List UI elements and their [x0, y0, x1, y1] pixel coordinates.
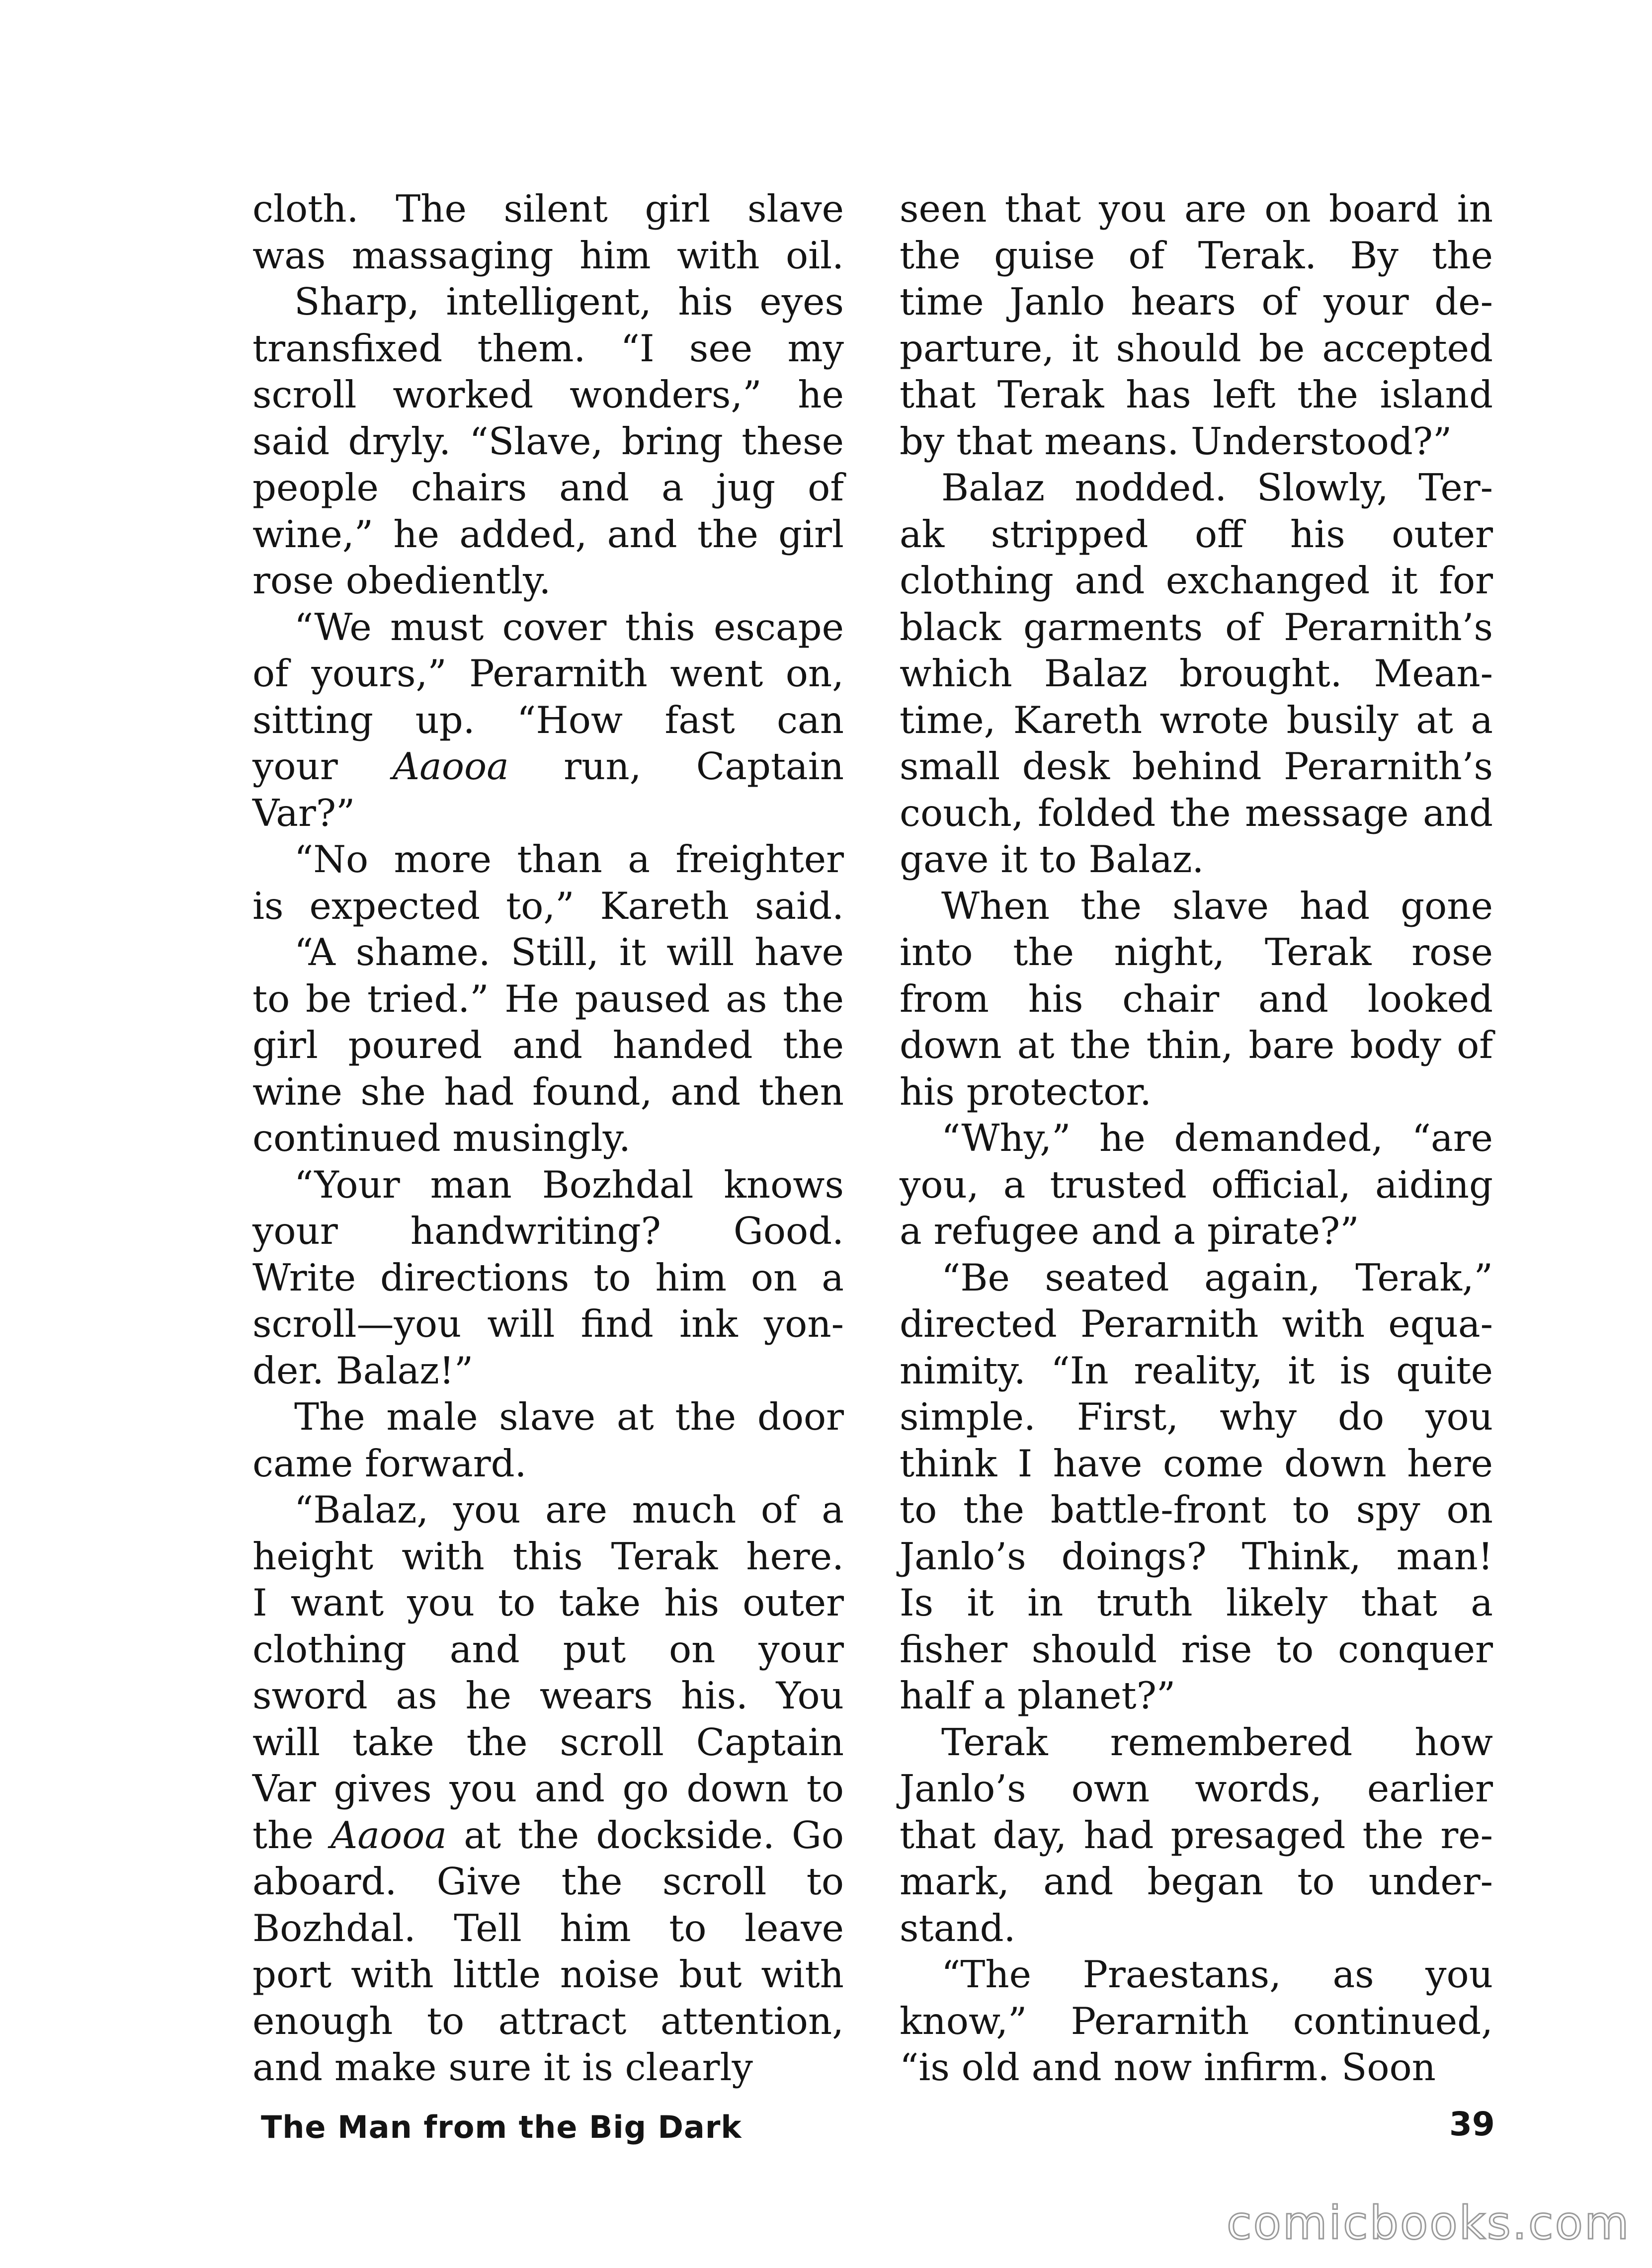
text-line: small desk behind Perarnith’s [900, 744, 1493, 788]
text-line: people chairs and a jug of [252, 466, 844, 509]
text-line: simple. First, why do you [900, 1395, 1493, 1439]
text-line: wine she had found, and then [252, 1069, 844, 1114]
text-line: know,” Perarnith continued, [900, 1999, 1493, 2043]
text-line: der. Balaz!” [252, 1348, 474, 1392]
text-line: Terak remembered how [941, 1720, 1493, 1764]
text-line: directed Perarnith with equa- [900, 1302, 1493, 1346]
text-line: height with this Terak here. [252, 1534, 844, 1578]
text-line: Write directions to him on a [252, 1255, 844, 1299]
text-line: and make sure it is clearly [252, 2045, 753, 2089]
text-line: said dryly. “Slave, bring these [252, 419, 844, 463]
text-line: I want you to take his outer [252, 1581, 844, 1624]
text-line: aboard. Give the scroll to [252, 1860, 844, 1903]
text-line: enough to attract attention, [252, 1999, 844, 2043]
text-line: seen that you are on board in [900, 187, 1493, 231]
text-line: wine,” he added, and the girl [252, 512, 844, 556]
running-footer-title: The Man from the Big Dark [261, 2109, 742, 2145]
text-line: fisher should rise to conquer [900, 1627, 1493, 1671]
text-line: black garments of Perarnith’s [900, 605, 1493, 649]
text-line: was massaging him with oil. [252, 233, 844, 277]
text-line: ak stripped off his outer [900, 512, 1493, 556]
text-line: to be tried.” He paused as the [252, 976, 844, 1021]
text-line: down at the thin, bare body of [900, 1023, 1493, 1067]
text-line: of yours,” Perarnith went on, [252, 651, 844, 695]
text-line: sword as he wears his. You [252, 1674, 844, 1717]
text-line: “We must cover this escape [294, 605, 844, 649]
text-line: Var?” [252, 791, 355, 835]
text-line: couch, folded the message and [900, 791, 1493, 835]
text-line: transfixed them. “I see my [252, 326, 844, 370]
text-line: “is old and now infirm. Soon [900, 2045, 1436, 2089]
text-line: mark, and began to under- [900, 1860, 1493, 1903]
text-line: “A shame. Still, it will have [294, 930, 844, 974]
text-line: girl poured and handed the [252, 1023, 844, 1067]
text-line: to the battle-front to spy on [900, 1488, 1493, 1532]
text-line: Janlo’s own words, earlier [900, 1767, 1493, 1810]
text-line: sitting up. “How fast can [252, 698, 844, 742]
text-line: from his chair and looked [900, 976, 1493, 1021]
text-line: The male slave at the door [294, 1395, 844, 1439]
text-line: think I have come down here [900, 1441, 1493, 1485]
text-line: Balaz nodded. Slowly, Ter- [941, 466, 1493, 509]
text-line: your Aaooa run, Captain [252, 744, 844, 788]
text-line: that day, had presaged the re- [900, 1813, 1493, 1857]
left-column [252, 186, 844, 2091]
watermark: comicbooks.com [1227, 2196, 1631, 2250]
text-line: port with little noise but with [252, 1952, 844, 1996]
text-line: Bozhdal. Tell him to leave [252, 1906, 844, 1950]
text-line: continued musingly. [252, 1116, 631, 1160]
text-line: will take the scroll Captain [252, 1720, 844, 1764]
text-line: half a planet?” [900, 1674, 1176, 1717]
text-line: Var gives you and go down to [252, 1767, 844, 1810]
text-line: “The Praestans, as you [941, 1952, 1493, 1996]
text-line: stand. [900, 1906, 1016, 1950]
text-line: you, a trusted official, aiding [900, 1162, 1493, 1207]
text-line: “Your man Bozhdal knows [294, 1162, 844, 1207]
text-line: Sharp, intelligent, his eyes [294, 280, 844, 324]
text-line: “Be seated again, Terak,” [941, 1255, 1493, 1299]
text-line: into the night, Terak rose [900, 930, 1493, 974]
text-line: gave it to Balaz. [900, 837, 1204, 881]
text-line: time, Kareth wrote busily at a [900, 698, 1493, 742]
text-line: time Janlo hears of your de- [900, 280, 1493, 324]
text-line: cloth. The silent girl slave [252, 187, 844, 231]
text-line: Janlo’s doings? Think, man! [900, 1534, 1493, 1578]
text-line: parture, it should be accepted [900, 326, 1493, 370]
text-line: came forward. [252, 1441, 527, 1485]
text-line: clothing and exchanged it for [900, 559, 1493, 602]
text-line: clothing and put on your [252, 1627, 844, 1671]
text-line: Is it in truth likely that a [900, 1581, 1493, 1624]
text-line: rose obediently. [252, 559, 551, 602]
right-column [900, 186, 1493, 2091]
text-line: scroll—you will find ink yon- [252, 1302, 844, 1346]
text-line: his protector. [900, 1069, 1152, 1114]
text-line: is expected to,” Kareth said. [252, 884, 844, 928]
text-line: the guise of Terak. By the [900, 233, 1493, 277]
text-line: nimity. “In reality, it is quite [900, 1348, 1493, 1392]
text-line: “No more than a freighter [294, 837, 844, 881]
text-line: “Balaz, you are much of a [294, 1488, 844, 1532]
text-line: “Why,” he demanded, “are [941, 1116, 1493, 1160]
text-line: your handwriting? Good. [252, 1209, 844, 1253]
text-line: which Balaz brought. Mean- [900, 651, 1493, 695]
text-line: that Terak has left the island [900, 373, 1493, 416]
text-line: a refugee and a pirate?” [900, 1209, 1359, 1253]
text-line: by that means. Understood?” [900, 419, 1452, 463]
text-line: When the slave had gone [941, 884, 1493, 928]
page-number: 39 [1449, 2105, 1495, 2143]
text-line: scroll worked wonders,” he [252, 373, 844, 416]
text-line: the Aaooa at the dockside. Go [252, 1813, 844, 1857]
